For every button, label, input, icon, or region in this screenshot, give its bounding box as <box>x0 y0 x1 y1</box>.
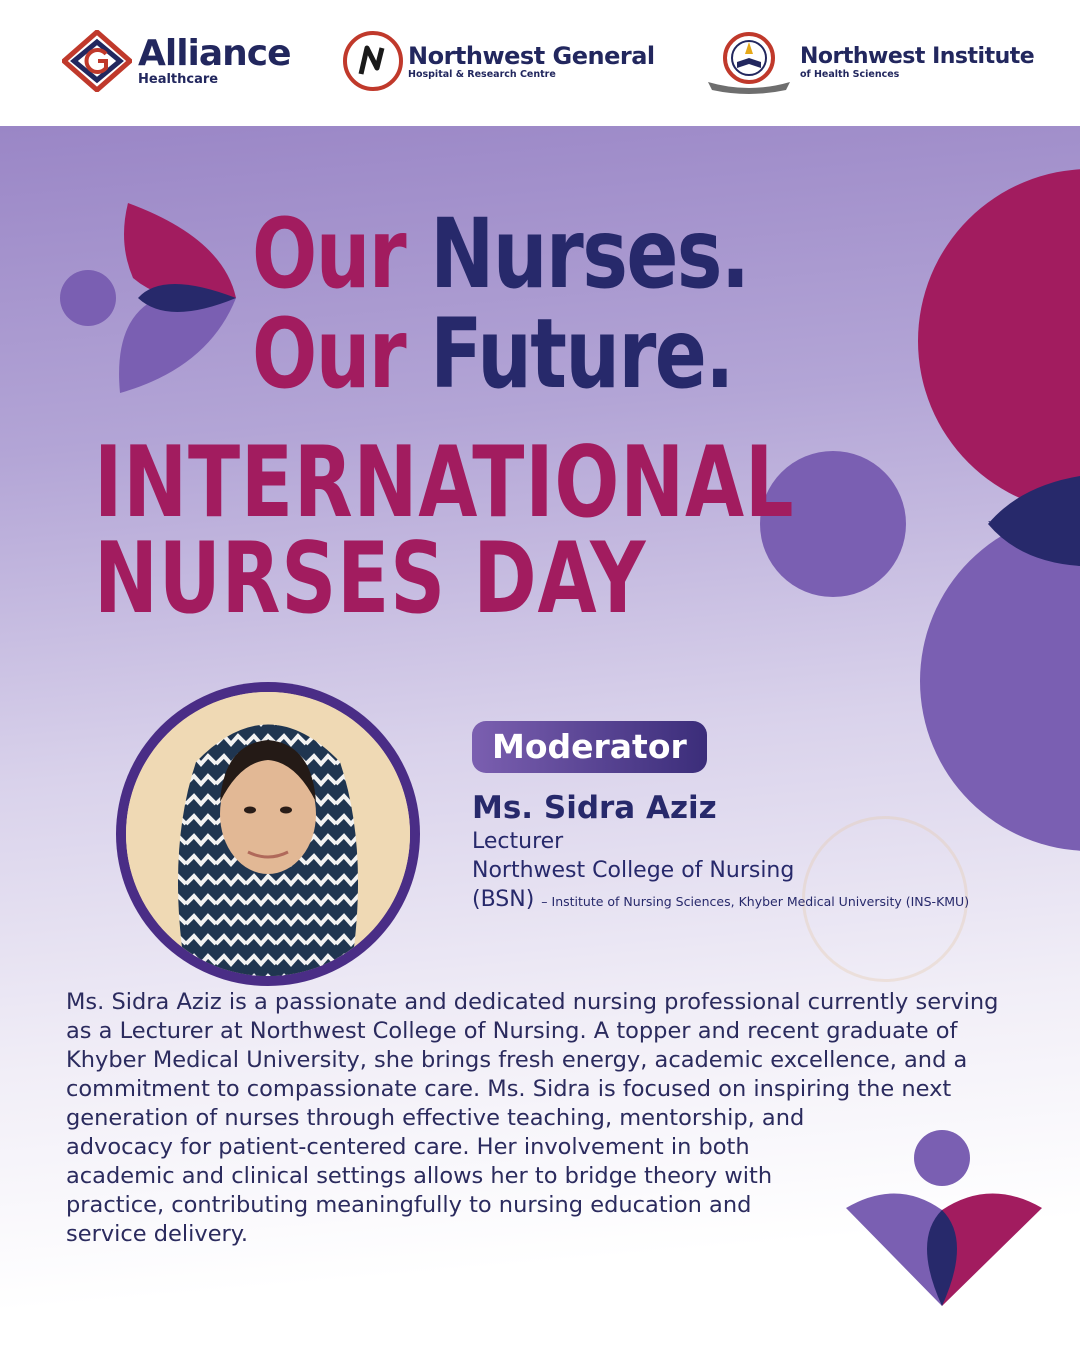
speaker-portrait <box>126 692 410 976</box>
headline-word-nurses: Nurses. <box>430 198 749 310</box>
headline-line-1 <box>252 198 749 310</box>
speaker-photo <box>126 692 410 976</box>
poster-body <box>0 126 1080 1350</box>
petal-emblem-icon <box>58 198 248 398</box>
northwest-institute-subtitle: of Health Sciences <box>800 68 900 80</box>
bio-line: advocacy for patient-centered care. Her involvement in both <box>66 1134 750 1160</box>
headline-word-our-1: Our <box>252 198 406 310</box>
northwest-general-logo-icon <box>342 30 404 92</box>
bio-line: practice, contributing meaningfully to nursing education and <box>66 1192 752 1218</box>
northwest-institute-crest-icon <box>704 28 794 96</box>
headline-word-future: Future. <box>430 298 733 410</box>
event-title-line-2: NURSES DAY <box>94 522 647 636</box>
bio-line: Ms. Sidra Aziz is a passionate and dedicated nursing professional currently serving <box>66 989 999 1015</box>
alliance-name: Alliance <box>138 33 291 74</box>
bio-line: generation of nurses through effective teaching, mentorship, and <box>66 1105 805 1131</box>
speaker-bio <box>66 988 1056 1249</box>
bio-line: as a Lecturer at Northwest College of Nursing. A topper and recent graduate of <box>66 1018 958 1044</box>
headline-word-our-2: Our <box>252 298 406 410</box>
northwest-institute-name: Northwest Institute <box>800 43 1035 69</box>
northwest-general-logo <box>342 30 655 92</box>
role-badge: Moderator <box>472 721 707 773</box>
bio-line: commitment to compassionate care. Ms. Sidra is focused on inspiring the next <box>66 1076 952 1102</box>
speaker-degree-line <box>472 887 969 912</box>
speaker-degree-detail: – Institute of Nursing Sciences, Khyber Medical University (INS-KMU) <box>541 894 970 909</box>
speaker-organization: Northwest College of Nursing <box>472 858 795 883</box>
bio-line: service delivery. <box>66 1221 249 1247</box>
headline-line-2 <box>252 298 733 410</box>
bio-line: academic and clinical settings allows her to bridge theory with <box>66 1163 773 1189</box>
circle-overlap <box>980 466 1080 586</box>
northwest-general-name: Northwest General <box>408 41 655 70</box>
northwest-institute-logo <box>704 28 1034 96</box>
speaker-name: Ms. Sidra Aziz <box>472 790 717 826</box>
speaker-degree: (BSN) <box>472 887 535 912</box>
header-bar <box>0 0 1080 126</box>
alliance-logo-icon <box>62 30 132 92</box>
speaker-title: Lecturer <box>472 829 564 854</box>
alliance-subtitle: Healthcare <box>138 72 219 87</box>
event-title-line-1: INTERNATIONAL <box>94 426 795 540</box>
bio-line: Khyber Medical University, she brings fresh energy, academic excellence, and a <box>66 1047 968 1073</box>
alliance-logo <box>62 30 291 92</box>
northwest-general-subtitle: Hospital & Research Centre <box>408 68 556 80</box>
